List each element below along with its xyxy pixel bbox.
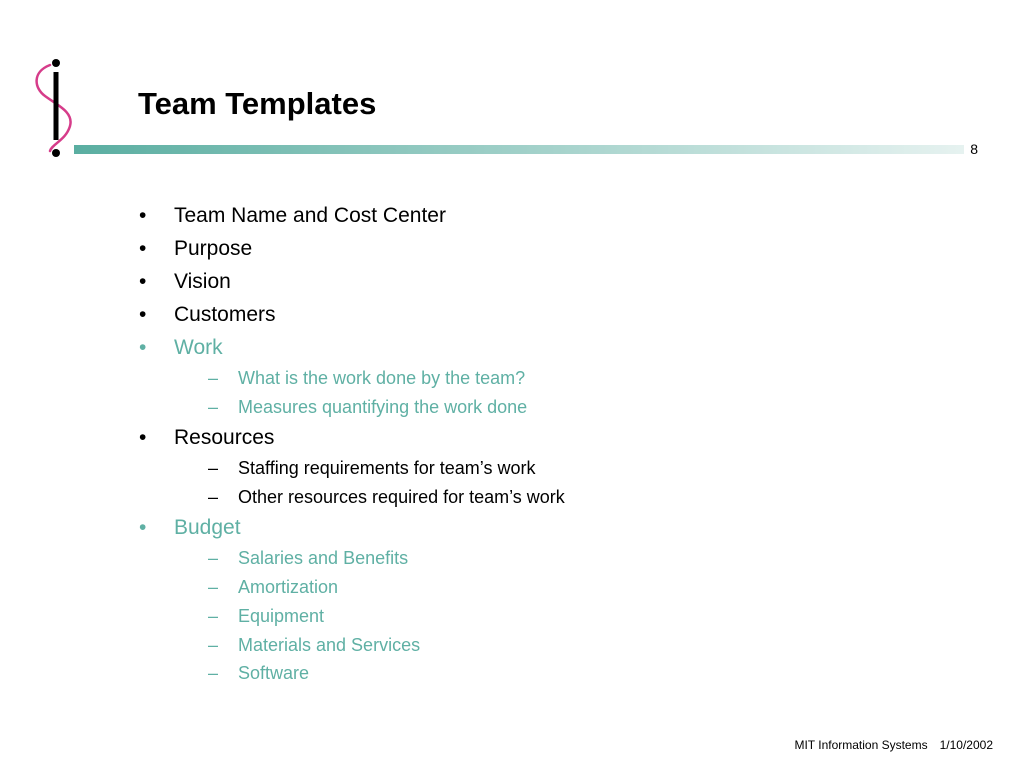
bullet-mark: • — [139, 426, 147, 449]
dash-mark: – — [208, 635, 219, 655]
dash-mark: – — [208, 663, 219, 683]
bullet-mark: • — [139, 204, 147, 227]
slide-title: Team Templates — [138, 86, 377, 121]
footer-organization: MIT Information Systems — [794, 738, 928, 752]
item-text: Vision — [174, 270, 231, 293]
bullet-mark: • — [139, 516, 147, 539]
footer — [794, 738, 993, 753]
item-text: Software — [238, 663, 310, 683]
page-number: 8 — [970, 141, 978, 157]
dash-mark: – — [208, 397, 219, 417]
item-text: Salaries and Benefits — [238, 548, 409, 568]
dash-mark: – — [208, 606, 219, 626]
dash-mark: – — [208, 577, 219, 597]
item-text: Equipment — [238, 606, 325, 626]
dash-mark: – — [208, 368, 219, 388]
item-text: Work — [174, 336, 223, 359]
bullet-mark: • — [139, 270, 147, 293]
dash-mark: – — [208, 458, 219, 478]
item-text: Staffing requirements for team’s work — [238, 458, 536, 478]
item-text: Measures quantifying the work done — [238, 397, 528, 417]
item-text: Other resources required for team’s work — [238, 487, 565, 507]
item-text: Budget — [174, 516, 241, 539]
dash-mark: – — [208, 548, 219, 568]
item-text: Customers — [174, 303, 276, 326]
bullet-mark: • — [139, 336, 147, 359]
item-text: Team Name and Cost Center — [174, 204, 446, 227]
item-text: Resources — [174, 426, 275, 449]
dash-mark: – — [208, 487, 219, 507]
item-text: Purpose — [174, 237, 253, 260]
item-text: What is the work done by the team? — [238, 368, 526, 388]
bullet-mark: • — [139, 237, 147, 260]
bullet-mark: • — [139, 303, 147, 326]
item-text: Amortization — [238, 577, 339, 597]
footer-date: 1/10/2002 — [939, 738, 993, 752]
item-text: Materials and Services — [238, 635, 421, 655]
